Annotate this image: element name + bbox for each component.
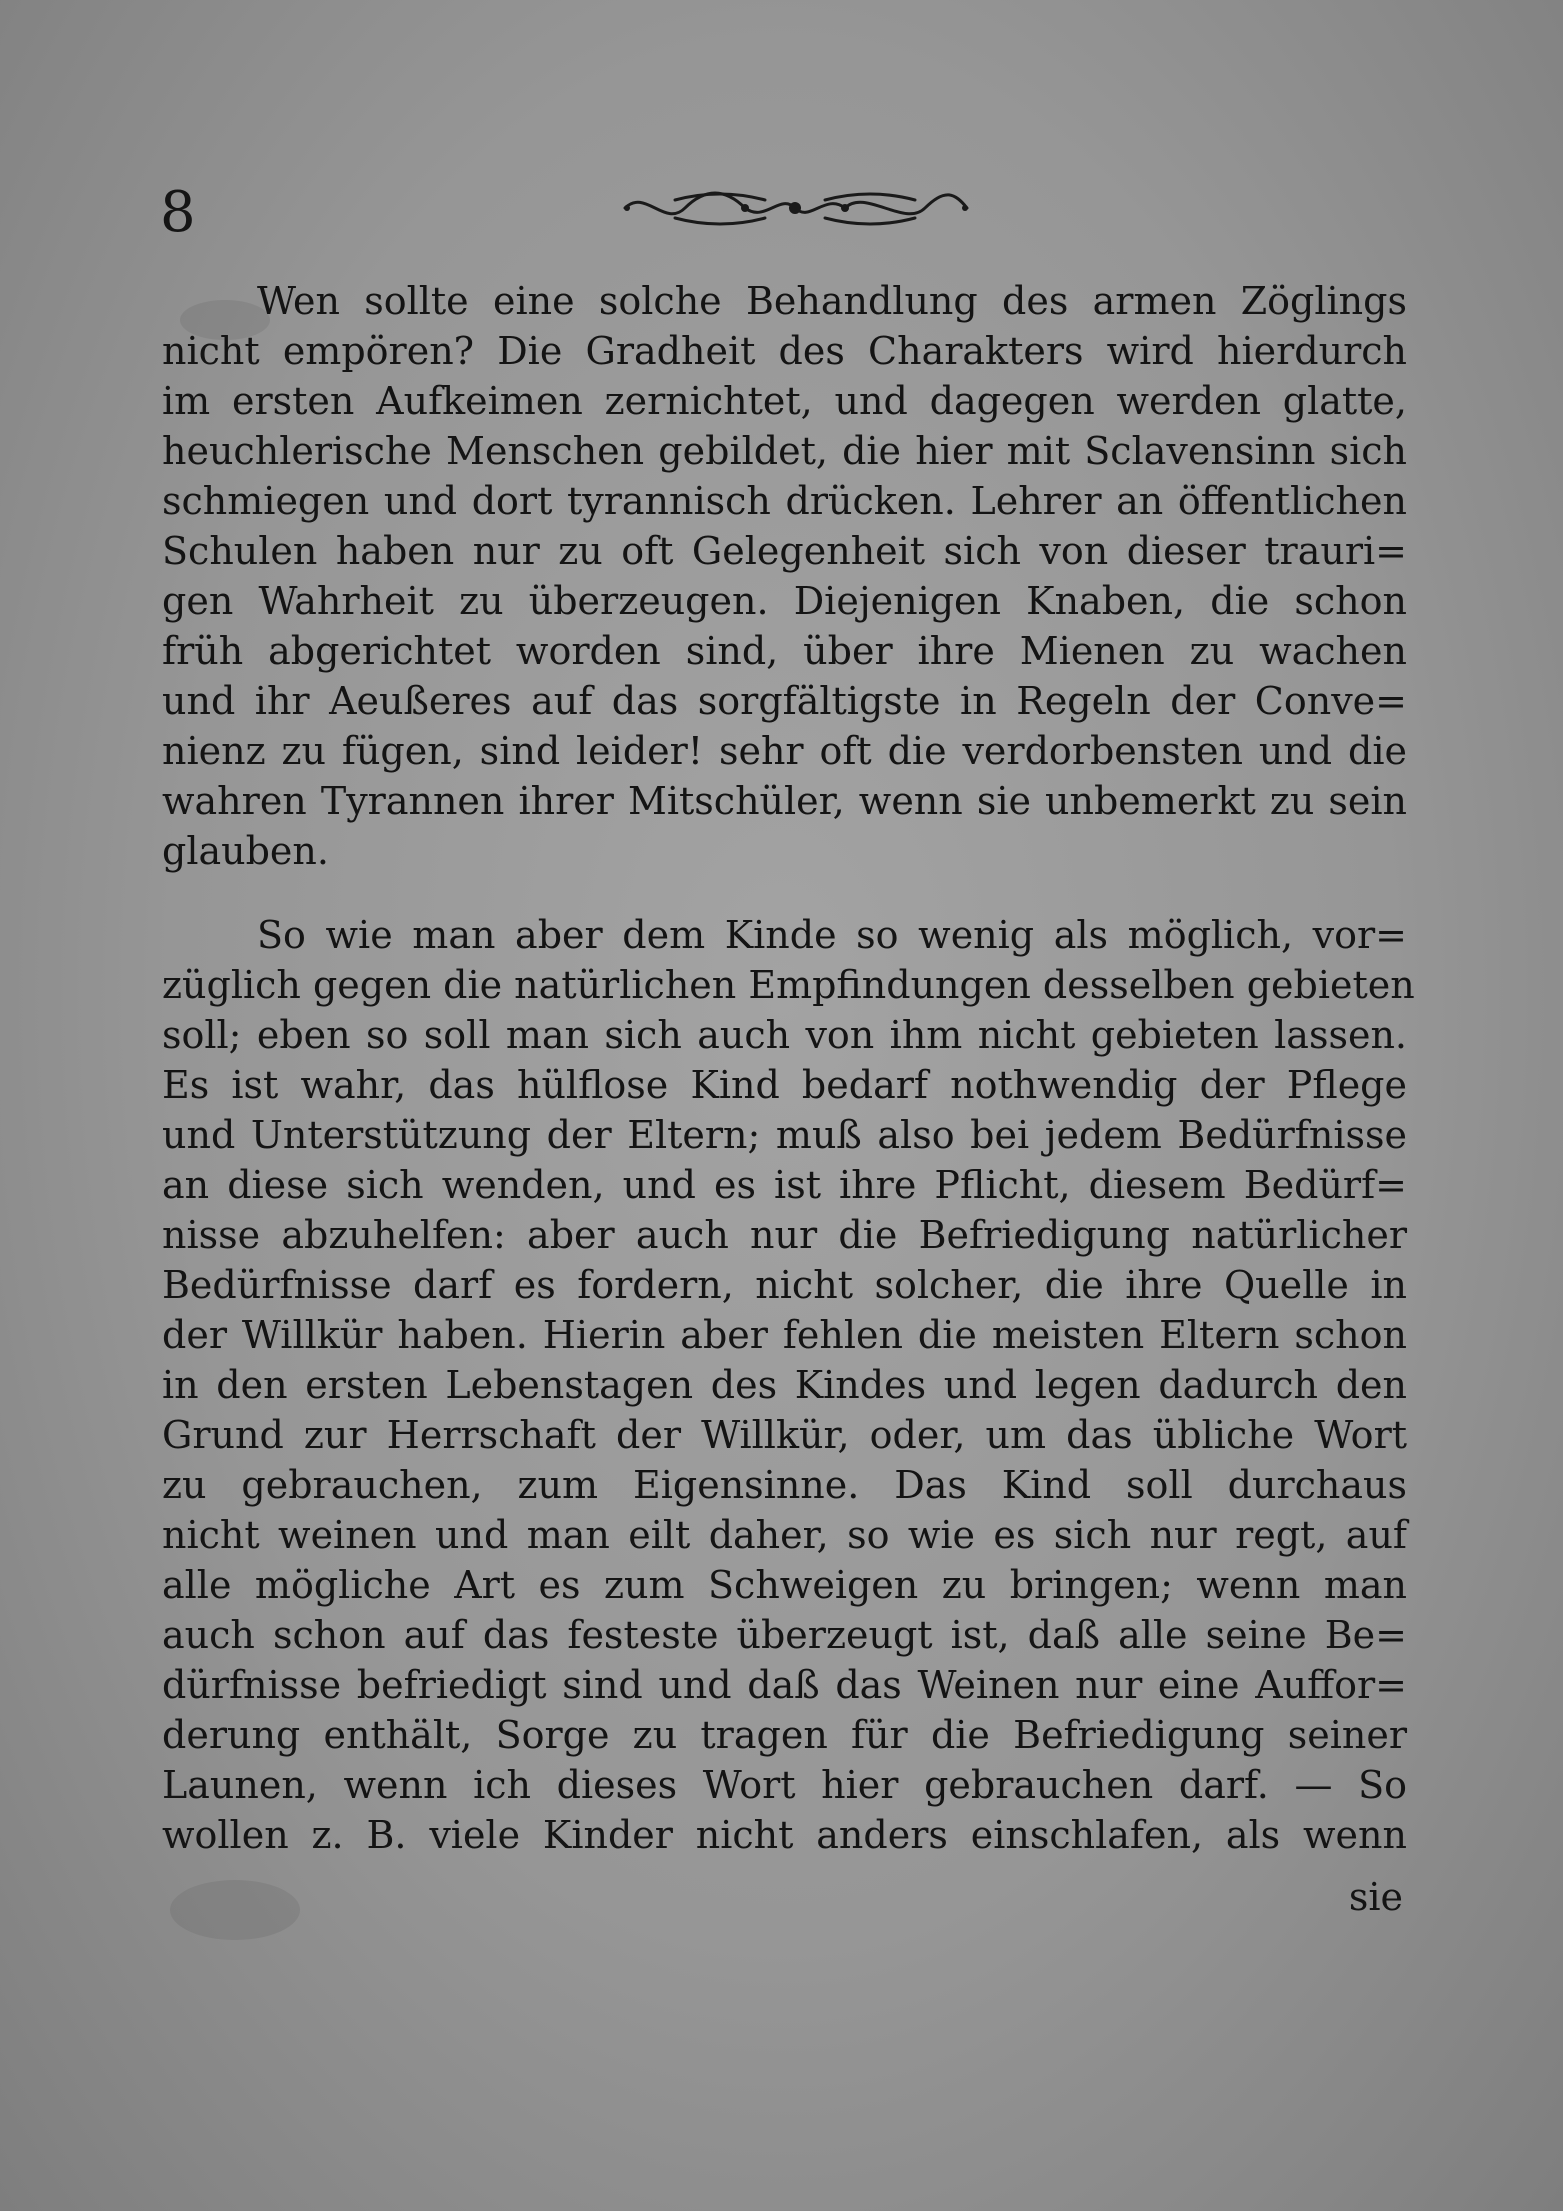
text-line: und ihr Aeußeres auf das sorgfältigste in Regeln der Conve= (162, 679, 1407, 723)
catchword: sie (1348, 1875, 1403, 1919)
text-line: gen Wahrheit zu überzeugen. Diejenigen Knaben, die schon (162, 579, 1407, 623)
paragraph-1 (162, 276, 1407, 876)
text-line: Wen sollte eine solche Behandlung des armen Zöglings (257, 279, 1407, 323)
text-line: derung enthält, Sorge zu tragen für die Befriedigung seiner (162, 1713, 1407, 1757)
text-line: Schulen haben nur zu oft Gelegenheit sich von dieser trauri= (162, 529, 1407, 573)
text-line: nicht empören? Die Gradheit des Charakters wird hierdurch (162, 329, 1407, 373)
text-line: schmiegen und dort tyrannisch drücken. Lehrer an öffentlichen (162, 479, 1407, 523)
page-number: 8 (160, 180, 196, 245)
body-text (162, 276, 1415, 1860)
text-line: wahren Tyrannen ihrer Mitschüler, wenn sie unbemerkt zu sein (162, 779, 1407, 823)
text-line: früh abgerichtet worden sind, über ihre Mienen zu wachen (162, 629, 1407, 673)
text-line: nicht weinen und man eilt daher, so wie es sich nur regt, auf (162, 1513, 1407, 1557)
text-line: züglich gegen die natürlichen Empfindungen desselben gebieten (162, 963, 1415, 1007)
ink-blot (170, 1880, 300, 1940)
text-line: Bedürfnisse darf es fordern, nicht solcher, die ihre Quelle in (162, 1263, 1407, 1307)
text-line: dürfnisse befriedigt sind und daß das Weinen nur eine Auffor= (162, 1663, 1407, 1707)
text-line: heuchlerische Menschen gebildet, die hier mit Sclavensinn sich (162, 429, 1407, 473)
text-line: glauben. (162, 829, 329, 873)
paragraph-2 (162, 910, 1415, 1860)
text-line: im ersten Aufkeimen zernichtet, und dagegen werden glatte, (162, 379, 1407, 423)
text-line: Grund zur Herrschaft der Willkür, oder, um das übliche Wort (162, 1413, 1407, 1457)
text-line: auch schon auf das festeste überzeugt ist, daß alle seine Be= (162, 1613, 1407, 1657)
text-line: Launen, wenn ich dieses Wort hier gebrauchen darf. — So (162, 1763, 1407, 1807)
text-line: Es ist wahr, das hülflose Kind bedarf nothwendig der Pflege (162, 1063, 1407, 1107)
text-line: nienz zu fügen, sind leider! sehr oft die verdorbensten und die (162, 729, 1407, 773)
text-line: in den ersten Lebenstagen des Kindes und legen dadurch den (162, 1363, 1407, 1407)
text-line: nisse abzuhelfen: aber auch nur die Befriedigung natürlicher (162, 1213, 1407, 1257)
text-line: alle mögliche Art es zum Schweigen zu bringen; wenn man (162, 1563, 1407, 1607)
text-line: der Willkür haben. Hierin aber fehlen die meisten Eltern schon (162, 1313, 1407, 1357)
text-line: zu gebrauchen, zum Eigensinne. Das Kind soll durchaus (162, 1463, 1407, 1507)
text-line: soll; eben so soll man sich auch von ihm nicht gebieten lassen. (162, 1013, 1407, 1057)
text-line: und Unterstützung der Eltern; muß also bei jedem Bedürfnisse (162, 1113, 1407, 1157)
text-line: So wie man aber dem Kinde so wenig als möglich, vor= (257, 913, 1407, 957)
text-line: wollen z. B. viele Kinder nicht anders einschlafen, als wenn (162, 1813, 1407, 1857)
ornament-vignette-icon (615, 178, 975, 238)
text-line: an diese sich wenden, und es ist ihre Pflicht, diesem Bedürf= (162, 1163, 1407, 1207)
